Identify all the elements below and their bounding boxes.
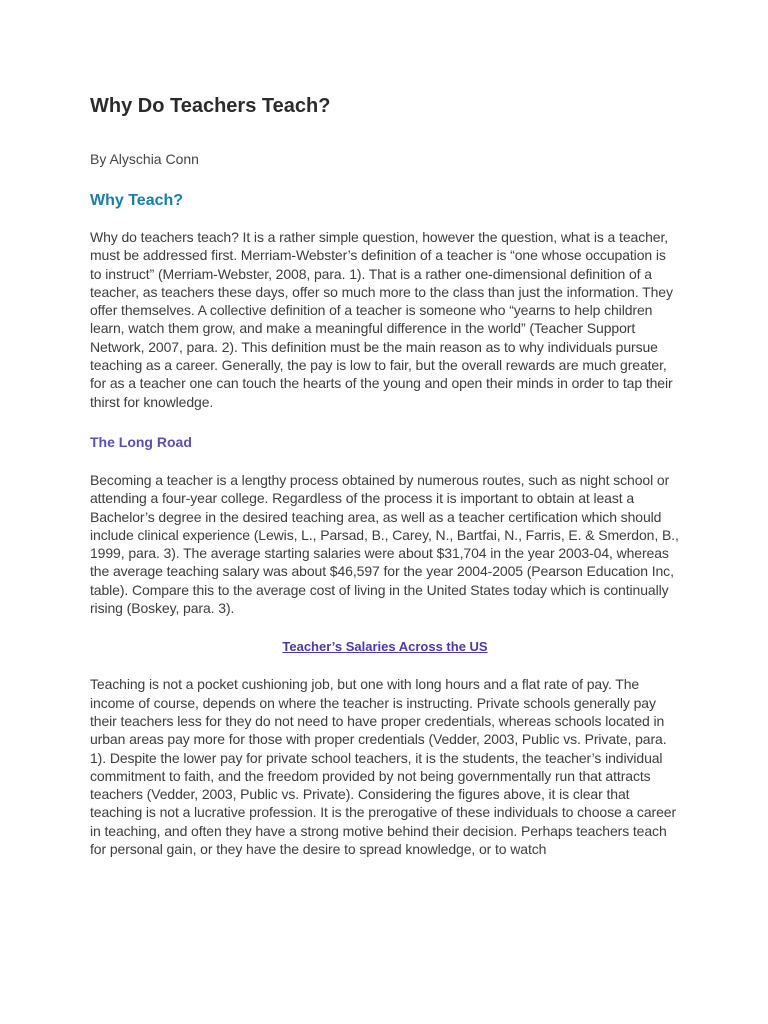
paragraph-text: Becoming a teacher is a lengthy process obtained by numerous routes, such as night school or attending a four-year college. Regardless of the process it is important to obtain at least a Bachelor’s degree in the desired teaching area, as well as a teacher certification which should include clinical experience (Lewis, L., Parsad, B., Carey, N., Bartfai, N., Farris, E. & Smerdon, B., 1999, para. 3). The average starting salaries were about $31,704 in the year 2003-04, whereas the average teaching salary was about $46,597 for the year 2004-2005 (Pearson Education Inc, table). Compare this to the average cost of living in the United States today which is continually rising (Boskey, para. 3). — [90, 471, 679, 617]
paragraph-why-teach — [90, 228, 680, 411]
section-heading-why-teach: Why Teach? — [90, 192, 184, 209]
paragraph-text: Teaching is not a pocket cushioning job, but one with long hours and a flat rate of pay. The income of course, depends on where the teacher is instructing. Private schools generally pay their teachers less for they do not need to have proper credentials, whereas schools located in urban areas pay more for those with proper credentials (Vedder, 2003, Public vs. Private, para. 1). Despite the lower pay for private school teachers, it is the students, the teacher’s individual commitment to faith, and the freedom provided by not being governmentally run that attracts teachers (Vedder, 2003, Public vs. Private). Considering the figures above, it is clear that teaching is not a lucrative profession. It is the prerogative of these individuals to choose a career in teaching, and often they have a strong motive behind their decision. Perhaps teachers teach for personal gain, or they have the desire to spread knowledge, or to watch — [90, 676, 677, 858]
paragraph-text: Why do teachers teach? It is a rather simple question, however the question, what is a teacher, must be addressed first. Merriam-Webster’s definition of a teacher is “one whose occupation is to instruct” (Merriam-Webster, 2008, para. 1). That is a rather one-dimensional definition of a teacher, as teachers these days, offer so much more to the class than just the information. They offer themselves. A collective definition of a teacher is someone who “yearns to help children learn, watch them grow, and make a meaningful difference in the world” (Teacher Support Network, 2007, para. 2). This definition must be the main reason as to why individuals pursue teaching as a career. Generally, the pay is low to fair, but the overall rewards are much greater, for as a teacher one can touch the hearts of the young and open their minds in order to tap their thirst for knowledge. — [90, 229, 673, 410]
document-page — [90, 92, 680, 880]
author-byline: By Alyschia Conn — [90, 151, 199, 167]
paragraph-long-road — [90, 471, 680, 617]
document-title: Why Do Teachers Teach? — [90, 95, 331, 117]
salaries-link[interactable]: Teacher’s Salaries Across the US — [282, 639, 488, 655]
paragraph-salaries — [90, 675, 680, 858]
section-heading-long-road: The Long Road — [90, 433, 192, 450]
